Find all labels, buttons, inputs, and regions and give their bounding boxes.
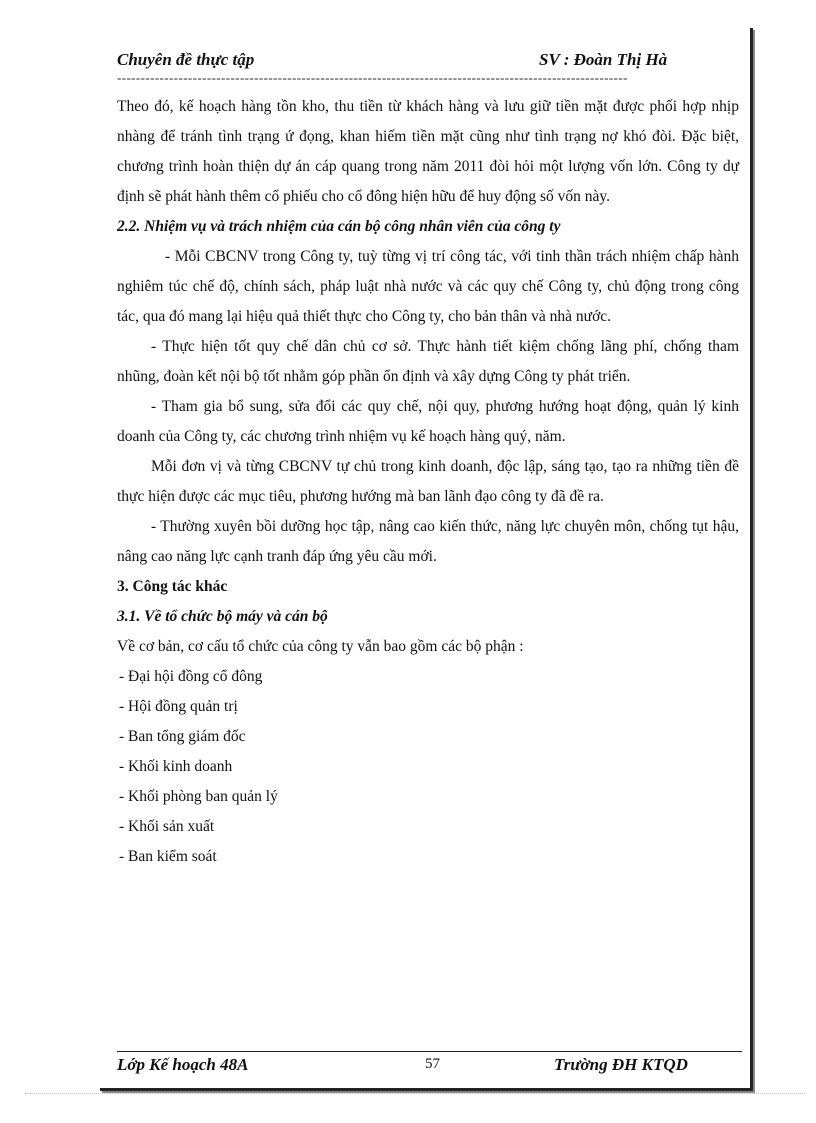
paragraph: - Tham gia bổ sung, sửa đổi các quy chế, nội quy, phương hướng hoạt động, quản lý kinh doanh của Công ty, các chương trình nhiệm vụ kế hoạch hàng quý, năm. [117, 398, 739, 445]
list-item: - Ban tổng giám đốc [119, 728, 246, 745]
paragraph: - Thực hiện tốt quy chế dân chủ cơ sở. Thực hành tiết kiệm chống lãng phí, chống tham nhũng, đoàn kết nội bộ tốt nhằm góp phần ổn định và xây dựng Công ty phát triển. [117, 338, 739, 385]
document-body [117, 92, 739, 872]
subsection-heading: 3.1. Về tổ chức bộ máy và cán bộ [117, 608, 328, 625]
header-student: SV : Đoàn Thị Hà [539, 50, 668, 69]
footer-school: Trường ĐH KTQD [554, 1055, 688, 1074]
list-item: - Khối sản xuất [119, 818, 215, 835]
list-item: - Ban kiểm soát [119, 848, 217, 865]
footer-class: Lớp Kế hoạch 48A [117, 1055, 249, 1074]
page-footer [117, 1055, 737, 1079]
list-item: - Khối phòng ban quản lý [119, 788, 278, 805]
paragraph: Về cơ bản, cơ cấu tổ chức của công ty vẫn bao gồm các bộ phận : [117, 638, 524, 655]
paragraph: Theo đó, kế hoạch hàng tồn kho, thu tiền từ khách hàng và lưu giữ tiền mặt được phối hợp nhịp nhàng để tránh tình trạng ứ đọng, khan hiếm tiền mặt cũng như tình trạng nợ khó đòi. Đặc biệt, chương trình hoàn thiện dự án cáp quang trong năm 2011 đòi hỏi một lượng vốn lớn. Công ty dự định sẽ phát hành thêm cổ phiếu cho cổ đông hiện hữu để huy động số vốn này. [117, 98, 739, 205]
page-number: 57 [425, 1056, 440, 1072]
section-heading: 2.2. Nhiệm vụ và trách nhiệm của cán bộ công nhân viên của công ty [117, 218, 561, 235]
paragraph: Mỗi đơn vị và từng CBCNV tự chủ trong kinh doanh, độc lập, sáng tạo, tạo ra những tiền đề thực hiện được các mục tiêu, phương hướng mà ban lãnh đạo công ty đã đề ra. [117, 458, 739, 505]
paragraph: - Mỗi CBCNV trong Công ty, tuỳ từng vị trí công tác, với tinh thần trách nhiệm chấp hành nghiêm túc chế độ, chính sách, pháp luật nhà nước và các quy chế Công ty, chủ động trong công tác, qua đó mang lại hiệu quả thiết thực cho Công ty, cho bản thân và nhà nước. [117, 248, 739, 325]
list-item: - Khối kinh doanh [119, 758, 233, 775]
list-item: - Hội đồng quản trị [119, 698, 238, 715]
list-item: - Đại hội đồng cổ đông [119, 668, 263, 685]
org-structure-list [117, 662, 739, 872]
footer-rule [117, 1051, 742, 1052]
section-heading: 3. Công tác khác [117, 578, 228, 595]
header-title: Chuyên đề thực tập [117, 50, 255, 69]
page-edge-divider [25, 1093, 805, 1094]
paragraph: - Thường xuyên bồi dưỡng học tập, nâng cao kiến thức, năng lực chuyên môn, chống tụt hậu, nâng cao năng lực cạnh tranh đáp ứng yêu cầu mới. [117, 518, 739, 565]
header-rule: ------------------------------------------------------------------------------------------------------------ [117, 70, 628, 85]
